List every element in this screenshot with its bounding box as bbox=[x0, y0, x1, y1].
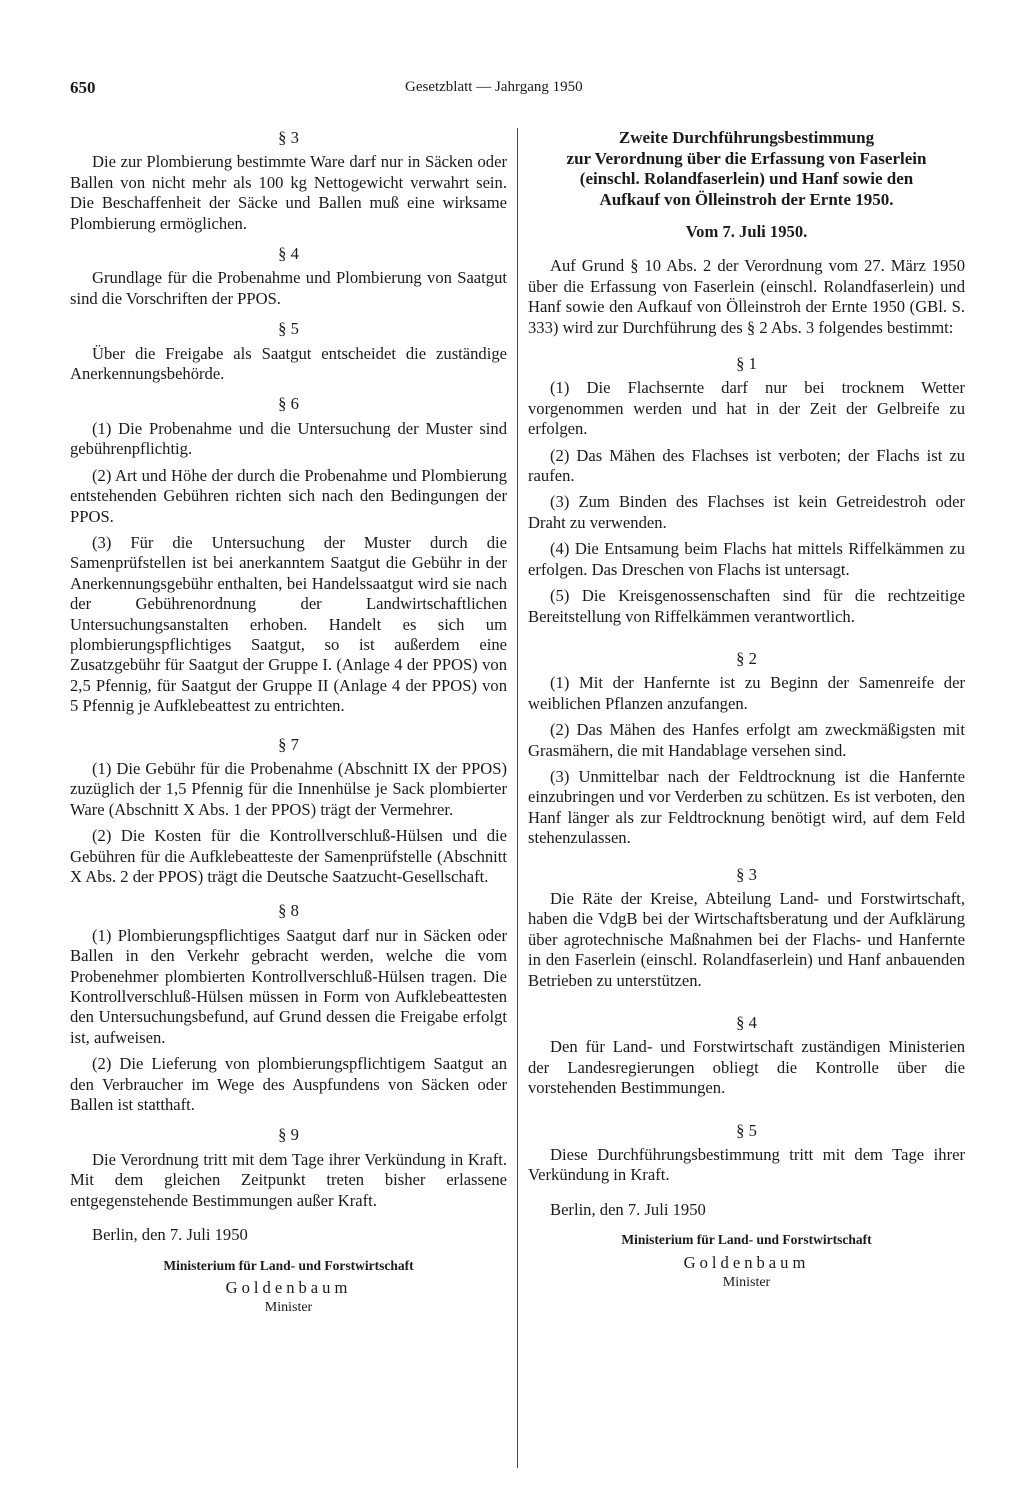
paragraph: (2) Art und Höhe der durch die Probenahme und Plombierung entstehenden Gebühren richten sich nach den Bedingungen der PPOS. bbox=[70, 465, 507, 526]
paragraph: (3) Unmittelbar nach der Feldtrocknung ist die Hanfernte einzubringen und vor Verderben zu schützen. Es ist verboten, den Hanf länger als zur Feldtrocknung benötigt wird, auf dem Feld stehenzulassen. bbox=[528, 766, 965, 848]
paragraph: Den für Land- und Forstwirtschaft zuständigen Ministerien der Landesregierungen obliegt die Kontrolle über die vorstehenden Bestimmungen. bbox=[528, 1037, 965, 1098]
signer-role: Minister bbox=[264, 1300, 313, 1316]
decree-title-line: zur Verordnung über die Erfassung von Faserlein bbox=[566, 148, 927, 168]
section-heading: § 8 bbox=[278, 901, 299, 921]
decree-date: Vom 7. Juli 1950. bbox=[685, 222, 808, 241]
decree-title-line: Aufkauf von Ölleinstroh der Ernte 1950. bbox=[599, 189, 894, 209]
right-column bbox=[528, 128, 965, 1293]
section-heading: § 6 bbox=[278, 394, 299, 414]
section-heading: § 3 bbox=[278, 128, 299, 147]
ministry-name: Ministerium für Land- und Forstwirtschaft bbox=[621, 1232, 872, 1248]
paragraph: Grundlage für die Probenahme und Plombierung von Saatgut sind die Vorschriften der PPOS. bbox=[70, 268, 507, 308]
signer-name: Goldenbaum bbox=[683, 1252, 810, 1272]
section-heading: § 3 bbox=[736, 864, 757, 884]
paragraph: (1) Die Gebühr für die Probenahme (Abschnitt IX der PPOS) zuzüglich der 1,5 Pfennig für die Innenhülse je Sack plombierter Ware (Abschnitt X Abs. 1 der PPOS) trägt der Vermehrer. bbox=[70, 758, 507, 819]
decree-title bbox=[528, 128, 965, 210]
paragraph: Die Räte der Kreise, Abteilung Land- und Forstwirtschaft, haben die VdgB bei der Wirtschaftsberatung und der Aufklärung über agrotechnische Maßnahmen bei der Flachs- und Hanfernte in den Faserlein (einschl. Rolandfaserlein) und Hanf anbauenden Betrieben zu unterstützen. bbox=[528, 888, 965, 990]
ministry-name: Ministerium für Land- und Forstwirtschaft bbox=[163, 1257, 414, 1273]
section-heading: § 5 bbox=[736, 1120, 757, 1140]
paragraph: (2) Das Mähen des Hanfes erfolgt am zweckmäßigsten mit Grasmähern, die mit Handablage versehen sind. bbox=[528, 720, 965, 760]
running-title: Gesetzblatt — Jahrgang 1950 bbox=[405, 79, 583, 95]
page-header bbox=[70, 78, 960, 102]
paragraph: (2) Das Mähen des Flachses ist verboten; der Flachs ist zu raufen. bbox=[528, 445, 965, 486]
paragraph: Diese Durchführungsbestimmung tritt mit dem Tage ihrer Verkündung in Kraft. bbox=[528, 1145, 965, 1185]
paragraph: Über die Freigabe als Saatgut entscheidet die zuständige Anerkennungsbehörde. bbox=[70, 343, 507, 384]
paragraph: (4) Die Entsamung beim Flachs hat mittels Riffelkämmen zu erfolgen. Das Dreschen von Flachs ist untersagt. bbox=[528, 539, 965, 579]
signer-name: Goldenbaum bbox=[225, 1277, 352, 1297]
paragraph: Die Verordnung tritt mit dem Tage ihrer Verkündung in Kraft. Mit dem gleichen Zeitpunkt treten bisher erlassene entgegenstehende Bestimmungen außer Kraft. bbox=[70, 1149, 507, 1210]
column-divider bbox=[517, 128, 518, 1468]
paragraph: (5) Die Kreisgenossenschaften sind für die rechtzeitige Bereitstellung von Riffelkämmen verantwortlich. bbox=[528, 586, 965, 626]
page-number: 650 bbox=[70, 78, 96, 97]
place-date: Berlin, den 7. Juli 1950 bbox=[92, 1225, 248, 1245]
section-heading: § 4 bbox=[736, 1013, 757, 1032]
paragraph: (3) Für die Untersuchung der Muster durch die Samenprüfstellen ist bei anerkanntem Saatgut die Gebühr in der Anerkennungsgebühr enthalten, bei Handelssaatgut wird sie nach der Gebührenordnung der Landwirtschaftlichen Untersuchungsanstalten erhoben. Handelt es sich um plombierungspflichtiges Saatgut, so ist außerdem eine Zusatzgebühr für Saatgut der Gruppe I. (Anlage 4 der PPOS) von 2,5 Pfennig, für Saatgut der Gruppe II (Anlage 4 der PPOS) von 5 Pfennig je Aufklebeattest zu entrichten. bbox=[70, 532, 507, 716]
section-heading: § 4 bbox=[278, 244, 299, 264]
decree-title-line: Zweite Durchführungsbestimmung bbox=[618, 128, 875, 147]
paragraph: (3) Zum Binden des Flachses ist kein Getreidestroh oder Draht zu verwenden. bbox=[528, 492, 965, 532]
paragraph: (2) Die Kosten für die Kontrollverschluß-Hülsen und die Gebühren für die Aufklebeatteste der Samenprüfstelle (Abschnitt X Abs. 2 der PPOS) trägt die Deutsche Saatzucht-Gesellschaft. bbox=[70, 826, 507, 886]
decree-title-line: (einschl. Rolandfaserlein) und Hanf sowie den bbox=[579, 169, 914, 188]
section-heading: § 2 bbox=[736, 648, 757, 668]
section-heading: § 7 bbox=[278, 734, 299, 754]
paragraph: (1) Die Probenahme und die Untersuchung der Muster sind gebührenpflichtig. bbox=[70, 418, 507, 459]
paragraph: (2) Die Lieferung von plombierungspflichtigem Saatgut an den Verbraucher im Wege des Auspfundens von Säcken oder Ballen ist statthaft. bbox=[70, 1054, 507, 1115]
section-heading: § 9 bbox=[278, 1125, 299, 1145]
paragraph: (1) Die Flachsernte darf nur bei trocknem Wetter vorgenommen werden und hat in der Zeit der Gelbreife zu erfolgen. bbox=[528, 378, 965, 439]
paragraph: Auf Grund § 10 Abs. 2 der Verordnung vom 27. März 1950 über die Erfassung von Faserlein (einschl. Rolandfaserlein) und Hanf sowie den Aufkauf von Ölleinstroh der Ernte 1950 (GBl. S. 333) wird zur Durchführung des § 2 Abs. 3 folgendes bestimmt: bbox=[528, 256, 965, 337]
paragraph: (1) Plombierungspflichtiges Saatgut darf nur in Säcken oder Ballen in den Verkehr gebracht werden, welche die vom Probenehmer plombierten Kontrollverschluß-Hülsen tragen. Die Kontrollverschluß-Hülsen müssen in Form von Aufklebeattesten den Untersuchungsbefund, auf Grund dessen die Freigabe erfolgt ist, aufweisen. bbox=[70, 925, 507, 1047]
left-column bbox=[70, 128, 507, 1319]
signer-role: Minister bbox=[722, 1275, 771, 1291]
place-date: Berlin, den 7. Juli 1950 bbox=[550, 1199, 706, 1219]
section-heading: § 1 bbox=[736, 354, 757, 374]
paragraph: Die zur Plombierung bestimmte Ware darf nur in Säcken oder Ballen von nicht mehr als 100 kg Nettogewicht verwahrt sein. Die Beschaffenheit der Säcke und Ballen muß eine wirksame Plombierung ermöglichen. bbox=[70, 152, 507, 233]
paragraph: (1) Mit der Hanfernte ist zu Beginn der Samenreife der weiblichen Pflanzen anzufangen. bbox=[528, 673, 965, 713]
section-heading: § 5 bbox=[278, 319, 299, 339]
